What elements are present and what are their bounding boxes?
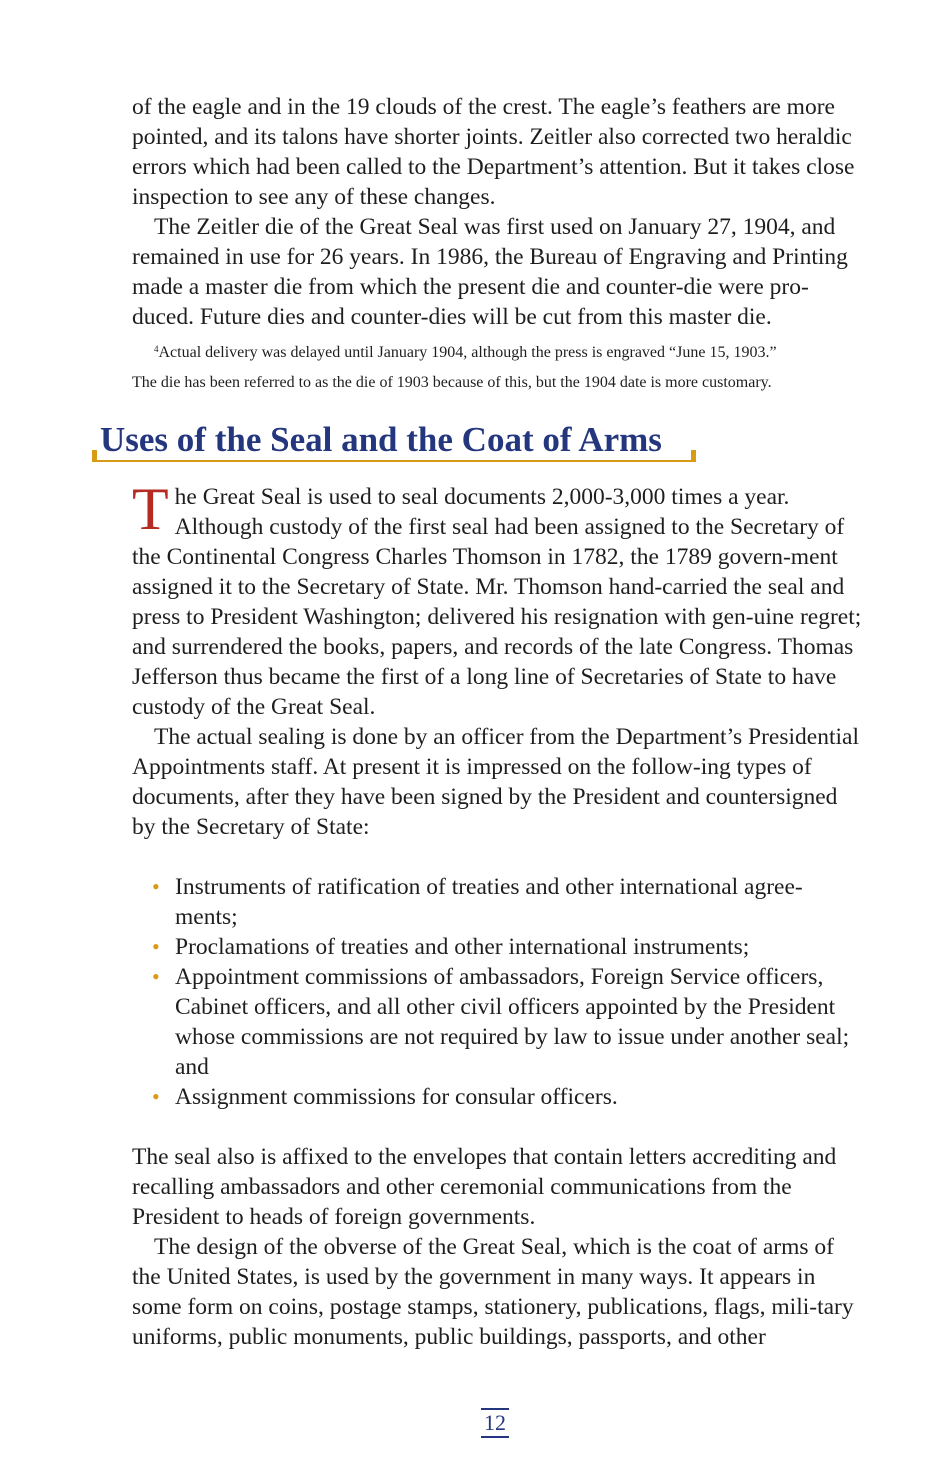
top-text-block	[132, 92, 862, 398]
paragraph-envelopes: The seal also is affixed to the envelopes that contain letters accrediting and recalling ambassadors and other ceremonial communications from the President to heads of foreign governments.	[132, 1144, 837, 1230]
section-heading: Uses of the Seal and the Coat of Arms	[100, 420, 662, 459]
paragraph-eagle-changes: of the eagle and in the 19 clouds of the crest. The eagle’s feathers are more pointed, and its talons have shorter joints. Zeitler also corrected two heraldic errors which had been called to the Department’s attention. But it takes close inspection to see any of these changes.	[132, 94, 855, 210]
section-heading-block	[92, 418, 696, 462]
document-types-list	[152, 872, 862, 1112]
heading-underline	[92, 460, 696, 462]
footnote	[132, 334, 862, 398]
paragraph-seal-usage-text: he Great Seal is used to seal documents 2,000-3,000 times a year. Although custody of the first seal had been assigned to the Secretary of the Continental Congress Charles Thomson in 1782, the 1789 govern-ment assigned it to the Secretary of State. Mr. Thomson hand-carried the seal and press to President Washington; delivered his resignation with gen-uine regret; and surrendered the books, papers, and records of the late Congress. Thomas Jefferson thus became the first of a long line of Secretaries of State to have custody of the Great Seal.	[132, 484, 862, 720]
list-item-text: Instruments of ratification of treaties and other international agree-ments;	[175, 874, 803, 930]
page-number: 12	[481, 1408, 509, 1438]
section-body	[132, 476, 862, 1352]
paragraph-seal-usage	[132, 476, 862, 722]
paragraph-coat-of-arms: The design of the obverse of the Great Seal, which is the coat of arms of the United States, is used by the government in many ways. It appears in some form on coins, postage stamps, stationery, publications, flags, mili-tary uniforms, public monuments, public buildings, passports, and other	[132, 1234, 854, 1350]
list-item	[152, 1082, 862, 1112]
footnote-line-1	[132, 334, 862, 368]
footnote-marker: 4	[154, 344, 159, 354]
paragraph-sealing-officer: The actual sealing is done by an officer from the Department’s Presidential Appointments staff. At present it is impressed on the follow-ing types of documents, after they have been signed by the President and countersigned by the Secretary of State:	[132, 724, 859, 840]
bullet-icon: •	[152, 934, 160, 959]
bullet-icon: •	[152, 1084, 160, 1109]
bullet-icon: •	[152, 964, 160, 989]
list-item-text: Assignment commissions for consular officers.	[175, 1084, 618, 1110]
heading-bracket-left	[92, 450, 97, 462]
list-item	[152, 962, 862, 1082]
drop-cap: T	[132, 476, 169, 542]
footnote-line-2: The die has been referred to as the die of 1903 because of this, but the 1904 date is more customary.	[132, 374, 772, 391]
footnote-text-1: Actual delivery was delayed until January 1904, although the press is engraved “June 15, 1903.”	[158, 344, 777, 361]
bullet-icon: •	[152, 874, 160, 899]
list-item	[152, 872, 862, 932]
list-item-text: Proclamations of treaties and other international instruments;	[175, 934, 750, 960]
paragraph-zeitler-die: The Zeitler die of the Great Seal was first used on January 27, 1904, and remained in use for 26 years. In 1986, the Bureau of Engraving and Printing made a master die from which the present die and counter-die were pro-duced. Future dies and counter-dies will be cut from this master die.	[132, 214, 848, 330]
list-item-text: Appointment commissions of ambassadors, Foreign Service officers, Cabinet officers, and all other civil officers appointed by the President whose commissions are not required by law to issue under another seal; and	[175, 964, 850, 1080]
heading-bracket-right	[691, 450, 696, 462]
list-item	[152, 932, 862, 962]
